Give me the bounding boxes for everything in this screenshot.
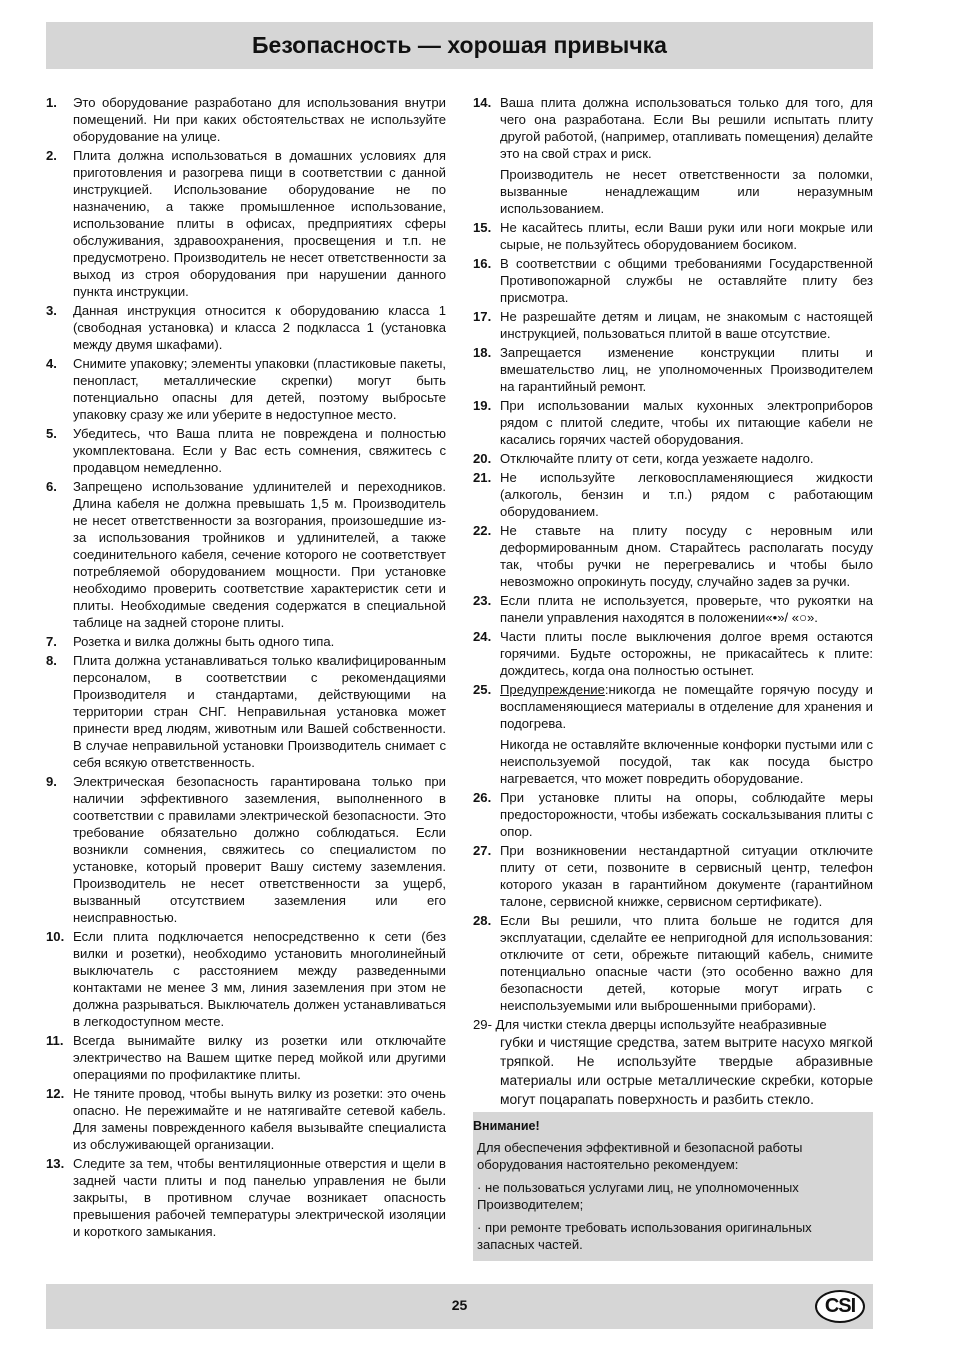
item-body	[73, 94, 446, 145]
item-body	[73, 928, 446, 1030]
item-text: Розетка и вилка должны быть одного типа.	[73, 634, 335, 649]
item-text: Отключайте плиту от сети, когда уезжаете надолго.	[500, 451, 814, 466]
item-text: Не ставьте на плиту посуду с неровным или деформированным дном. Старайтесь располагать посуду так, чтобы ручки не перегревались и чтобы было невозможно опрокинуть посуду, случайно задев за ручки.	[500, 523, 873, 589]
item-body	[73, 1155, 446, 1240]
item-body	[500, 344, 873, 395]
warning-box	[473, 1112, 873, 1261]
list-item	[473, 94, 873, 217]
item-text: При установке плиты на опоры, соблюдайте меры предосторожности, чтобы избежать соскальзывания плиты с опор.	[500, 790, 873, 839]
list-item	[473, 592, 873, 626]
list-item	[473, 255, 873, 306]
item-text: Это оборудование разработано для использования внутри помещений. Ни при каких обстоятельствах не используйте оборудование на улице.	[73, 95, 446, 144]
warning-title: Внимание!	[473, 1119, 540, 1133]
list-item	[473, 842, 873, 910]
list-item	[46, 652, 446, 771]
list-item	[473, 397, 873, 448]
title-bar	[46, 22, 873, 69]
item-29-text: губки и чистящие средства, затем вытрите насухо мягкой тряпкой. Не используйте твердые абразивные материалы или острые металлические скребки, которые могут поцарапать поверхность и разбить стекло.	[500, 1035, 873, 1107]
list-item	[473, 450, 873, 467]
item-number: 20.	[473, 451, 492, 466]
item-body	[500, 592, 873, 626]
item-number: 24.	[473, 629, 492, 644]
item-text: Плита должна устанавливаться только квалифицированным персоналом, в соответствии с рекомендациями Производителя и стандартами, действующими на территории стран СНГ. Неправильная установка может принести вред людям, животным или Вашей собственности. В случае неправильной установки Производитель снимает с себя всякую ответственность.	[73, 653, 446, 770]
item-body	[73, 1085, 446, 1153]
item-body	[500, 628, 873, 679]
item-text	[500, 681, 873, 732]
list-item	[473, 912, 873, 1014]
item-body	[73, 633, 446, 650]
item-number: 1.	[46, 95, 57, 110]
list-item	[46, 425, 446, 476]
item-number: 11.	[46, 1033, 64, 1048]
item-text: Не касайтесь плиты, если Ваши руки или ноги мокрые или сырые, не пользуйтесь оборудованием босиком.	[500, 220, 873, 252]
item-body	[500, 397, 873, 448]
list-item	[473, 628, 873, 679]
item-text: Следите за тем, чтобы вентиляционные отверстия и щели в задней части плиты и под панелью управления не были закрыты, в противном случае возникает опасность превышения рабочей температуры электрической изоляции и короткого замыкания.	[73, 1156, 446, 1239]
item-body	[500, 681, 873, 787]
item-number: 27.	[473, 843, 492, 858]
list-item	[46, 1155, 446, 1240]
item-body	[500, 450, 873, 467]
item-number: 21.	[473, 470, 492, 485]
item-body	[73, 652, 446, 771]
list-item	[473, 789, 873, 840]
page-number: 25	[451, 1297, 468, 1313]
item-text: Запрещено использование удлинителей и переходников. Длина кабеля не должна превышать 1,5 м. Производитель не несет ответственности за возгорания, произошедшие из-за использования тройников и удлинителей, а также соединительного кабеля, сечение которого не соответствует потребляемой оборудованием мощности. При установке необходимо проверить соответствие характеристик сети и плиты. Необходимые сведения содержатся в специальной таблице на задней стороне плиты.	[73, 479, 446, 630]
item-text: Если плита не используется, проверьте, что рукоятки на панели управления находятся в положении«•»/ «○».	[500, 593, 873, 625]
item-number: 4.	[46, 356, 57, 371]
list-item	[46, 478, 446, 631]
list-item	[46, 1085, 446, 1153]
item-text: Данная инструкция относится к оборудованию класса 1 (свободная установка) и класса 2 подкласса 1 (установка между двумя шкафами).	[73, 303, 446, 352]
right-column	[473, 94, 873, 1261]
left-column	[46, 94, 446, 1242]
item-number: 5.	[46, 426, 57, 441]
list-item	[46, 94, 446, 145]
item-text: Ваша плита должна использоваться только для того, для чего она разработана. Если Вы решили испытать плиту другой работой, (например, отапливать помещения) делайте это на свой страх и риск.	[500, 95, 873, 161]
item-body	[500, 219, 873, 253]
item-number: 3.	[46, 303, 57, 318]
list-item	[473, 469, 873, 520]
item-body	[73, 478, 446, 631]
item-text: При возникновении нестандартной ситуации отключите плиту от сети, позвоните в сервисный центр, телефон которого указан в гарантийном документе (гарантийном талоне, сервисной книжке, сервисном сертификате).	[500, 843, 873, 909]
item-body	[500, 522, 873, 590]
item-number: 17.	[473, 309, 492, 324]
item-number: 26.	[473, 790, 492, 805]
item-number: 19.	[473, 398, 492, 413]
item-text: Если Вы решили, что плита больше не годится для эксплуатации, сделайте ее непригодной для использования: отключите от сети, обрежьте питающий кабель, снимите потенциально опасные части (это особенно важно для безопасности детей, которые могут играть с неиспользуемыми или выброшенными приборами).	[500, 913, 873, 1013]
list-item	[473, 344, 873, 395]
list-item	[46, 302, 446, 353]
item-text-rest: :никогда не помещайте горячую посуду и воспламеняющиеся материалы в отделение для хранения и подогрева.	[500, 682, 873, 731]
warning-intro: Для обеспечения эффективной и безопасной работы оборудования настоятельно рекомендуем:	[477, 1140, 803, 1172]
csi-logo: CSI	[815, 1290, 865, 1323]
item-text: Производитель не несет ответственности за поломки, вызванные ненадлежащим или неразумным использованием.	[500, 167, 873, 216]
list-item	[46, 355, 446, 423]
item-text: Снимите упаковку; элементы упаковки (пластиковые пакеты, пенопласт, металлические скрепки) могут быть потенциально опасны для детей, поэтому выбросьте упаковку сразу же или уберите в недоступное место.	[73, 356, 446, 422]
item-number: 14.	[473, 95, 492, 110]
item-number: 2.	[46, 148, 57, 163]
item-text: В соответствии с общими требованиями Государственной Противопожарной службы не оставляйте плиту без присмотра.	[500, 256, 873, 305]
footer-bar	[46, 1284, 873, 1329]
item-number: 7.	[46, 634, 57, 649]
warning-point: · не пользоваться услугами лиц, не уполномоченных Производителем;	[477, 1180, 799, 1212]
item-number: 16.	[473, 256, 492, 271]
item-text: Всегда вынимайте вилку из розетки или отключайте электричество на Вашем щитке перед мойкой или другими операциями по профилактике плиты.	[73, 1033, 446, 1082]
item-number: 6.	[46, 479, 57, 494]
item-text: Части плиты после выключения долгое время остаются горячими. Будьте осторожны, не прикасайтесь к плите: дождитесь, когда она полностью остынет.	[500, 629, 873, 678]
item-body	[500, 789, 873, 840]
item-29-first-line: 29- Для чистки стекла дверцы используйте неабразивные	[473, 1017, 827, 1032]
item-text: При использовании малых кухонных электроприборов рядом с плитой следите, чтобы их питающие кабели не касались горячих частей оборудования.	[500, 398, 873, 447]
item-text: Не разрешайте детям и лицам, не знакомым с настоящей инструкцией, пользоваться плитой в ваше отсутствие.	[500, 309, 873, 341]
item-number: 28.	[473, 913, 492, 928]
item-body	[500, 469, 873, 520]
item-body	[73, 302, 446, 353]
item-lead: Предупреждение	[500, 682, 605, 697]
list-item	[46, 773, 446, 926]
list-item	[473, 681, 873, 787]
item-text: Электрическая безопасность гарантирована только при наличии эффективного заземления, выполненного в соответствии с правилами электрической безопасности. Это требование обязательно должно соблюдаться. Если возникли сомнения, свяжитесь со специалистом по установке, который проверит Вашу систему заземления. Производитель не несет ответственности за ущерб, вызванный отсутствием заземления или его неисправностью.	[73, 774, 446, 925]
page-title: Безопасность — хорошая привычка	[252, 32, 667, 58]
item-text: Не тяните провод, чтобы вынуть вилку из розетки: это очень опасно. Не пережимайте и не натягивайте сетевой кабель. Для замены поврежденного кабеля вызывайте специалиста из обслуживающей организации.	[73, 1086, 446, 1152]
item-body	[73, 773, 446, 926]
item-number: 18.	[473, 345, 492, 360]
item-text: Запрещается изменение конструкции плиты и вмешательство лиц, не уполномоченных Производителем на гарантийный ремонт.	[500, 345, 873, 394]
list-item	[473, 308, 873, 342]
warning-point: · при ремонте требовать использования оригинальных запасных частей.	[477, 1220, 812, 1252]
item-number: 12.	[46, 1086, 65, 1101]
item-number: 23.	[473, 593, 492, 608]
item-body	[500, 912, 873, 1014]
list-item	[46, 1032, 446, 1083]
item-body	[500, 255, 873, 306]
item-text: Если плита подключается непосредственно к сети (без вилки и розетки), необходимо установить многолинейный выключатель с расстоянием между разведенными контактами не менее 3 мм, линия заземления при этом не должна разрываться. Выключатель должен устанавливаться в легкодоступном месте.	[73, 929, 446, 1029]
list-item	[46, 928, 446, 1030]
item-body	[500, 308, 873, 342]
item-text: Никогда не оставляйте включенные конфорки пустыми или с неиспользуемой посудой, так как посуда быстро нагревается, что может повредить оборудование.	[500, 737, 873, 786]
item-text: Убедитесь, что Ваша плита не повреждена и полностью укомплектована. Если у Вас есть сомнения, свяжитесь с продавцом немедленно.	[73, 426, 446, 475]
item-body	[500, 94, 873, 217]
item-body	[73, 1032, 446, 1083]
item-number: 13.	[46, 1156, 65, 1171]
item-number: 10.	[46, 929, 65, 944]
item-body	[73, 425, 446, 476]
item-text: Не используйте легковоспламеняющиеся жидкости (алкоголь, бензин и т.п.) рядом с работающим оборудованием.	[500, 470, 873, 519]
list-item-29	[473, 1016, 873, 1109]
list-item	[473, 219, 873, 253]
item-number: 9.	[46, 774, 57, 789]
item-number: 25.	[473, 682, 492, 697]
list-item	[46, 633, 446, 650]
item-number: 22.	[473, 523, 492, 538]
item-number: 8.	[46, 653, 57, 668]
item-number: 15.	[473, 220, 492, 235]
item-body	[73, 355, 446, 423]
list-item	[46, 147, 446, 300]
list-item	[473, 522, 873, 590]
item-text: Плита должна использоваться в домашних условиях для приготовления и разогрева пищи в соответствии с данной инструкцией. Использование оборудование не по назначению, а также промышленное использование, использование плиты в офисах, предприятиях сферы обслуживания, здравоохранения, просвещения и т.п. не предусмотрено. Производитель не несет ответственности за выход из строя оборудования при нарушении данного пункта инструкции.	[73, 148, 446, 299]
item-body	[73, 147, 446, 300]
item-body	[500, 842, 873, 910]
